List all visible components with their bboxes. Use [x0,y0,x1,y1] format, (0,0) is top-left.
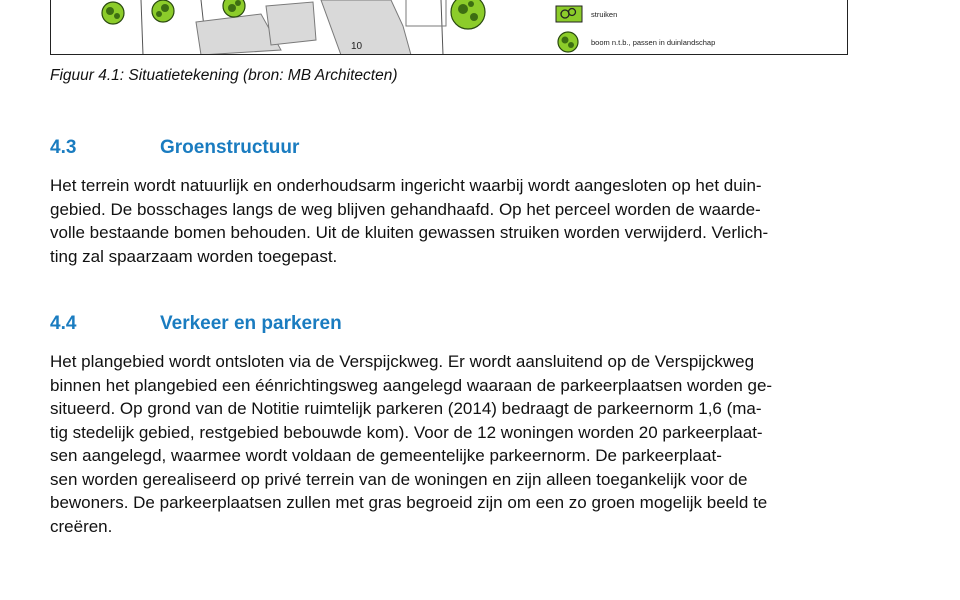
paragraph-line: sen aangelegd, waarmee wordt voldaan de gemeentelijke parkeernorm. De parkeerplaat- [50,446,722,465]
paragraph-line: situeerd. Op grond van de Notitie ruimtelijk parkeren (2014) bedraagt de parkeernorm 1,6 (ma- [50,399,762,418]
plot-number: 10 [351,41,363,52]
legend-label-shrubs: struiken [591,10,618,19]
paragraph-line: creëren. [50,516,113,536]
section-title: Verkeer en parkeren [160,313,342,334]
shrub-icon [556,6,582,22]
paragraph-line: Het terrein wordt natuurlijk en onderhoudsarm ingericht waarbij wordt aangesloten op het duin- [50,176,762,195]
paragraph-line: tig stedelijk gebied, restgebied bebouwde kom). Voor de 12 woningen worden 20 parkeerplaat- [50,422,763,442]
paragraph-line: bewoners. De parkeerplaatsen zullen met gras begroeid zijn om een zo groen mogelijk beeld te [50,493,768,512]
paragraph-line: volle bestaande bomen behouden. Uit de kluiten gewassen struiken worden verwijderd. Verlich- [50,223,769,242]
site-plan-drawing [51,0,848,55]
site-plan-figure [50,0,848,55]
paragraph-verkeer-en-parkeren [50,350,880,538]
figure-caption: Figuur 4.1: Situatietekening (bron: MB Architecten) [50,67,398,84]
paragraph-groenstructuur [50,174,880,268]
paragraph-line: Het plangebied wordt ontsloten via de Verspijckweg. Er wordt aansluitend op de Verspijckweg [50,352,755,371]
paragraph-line: ting zal spaarzaam worden toegepast. [50,246,338,266]
legend-label-trees: boom n.t.b., passen in duinlandschap [591,38,716,47]
paragraph-line: sen worden gerealiseerd op privé terrein van de woningen en zijn alleen toegankelijk voor de [50,469,748,489]
section-number: 4.3 [50,137,77,158]
section-number: 4.4 [50,313,77,334]
paragraph-line: gebied. De bosschages langs de weg blijven gehandhaafd. Op het perceel worden de waarde- [50,199,761,219]
tree-icon [558,32,578,52]
paragraph-line: binnen het plangebied een éénrichtingsweg aangelegd waaraan de parkeerplaatsen worden ge- [50,375,773,395]
section-title: Groenstructuur [160,137,300,158]
